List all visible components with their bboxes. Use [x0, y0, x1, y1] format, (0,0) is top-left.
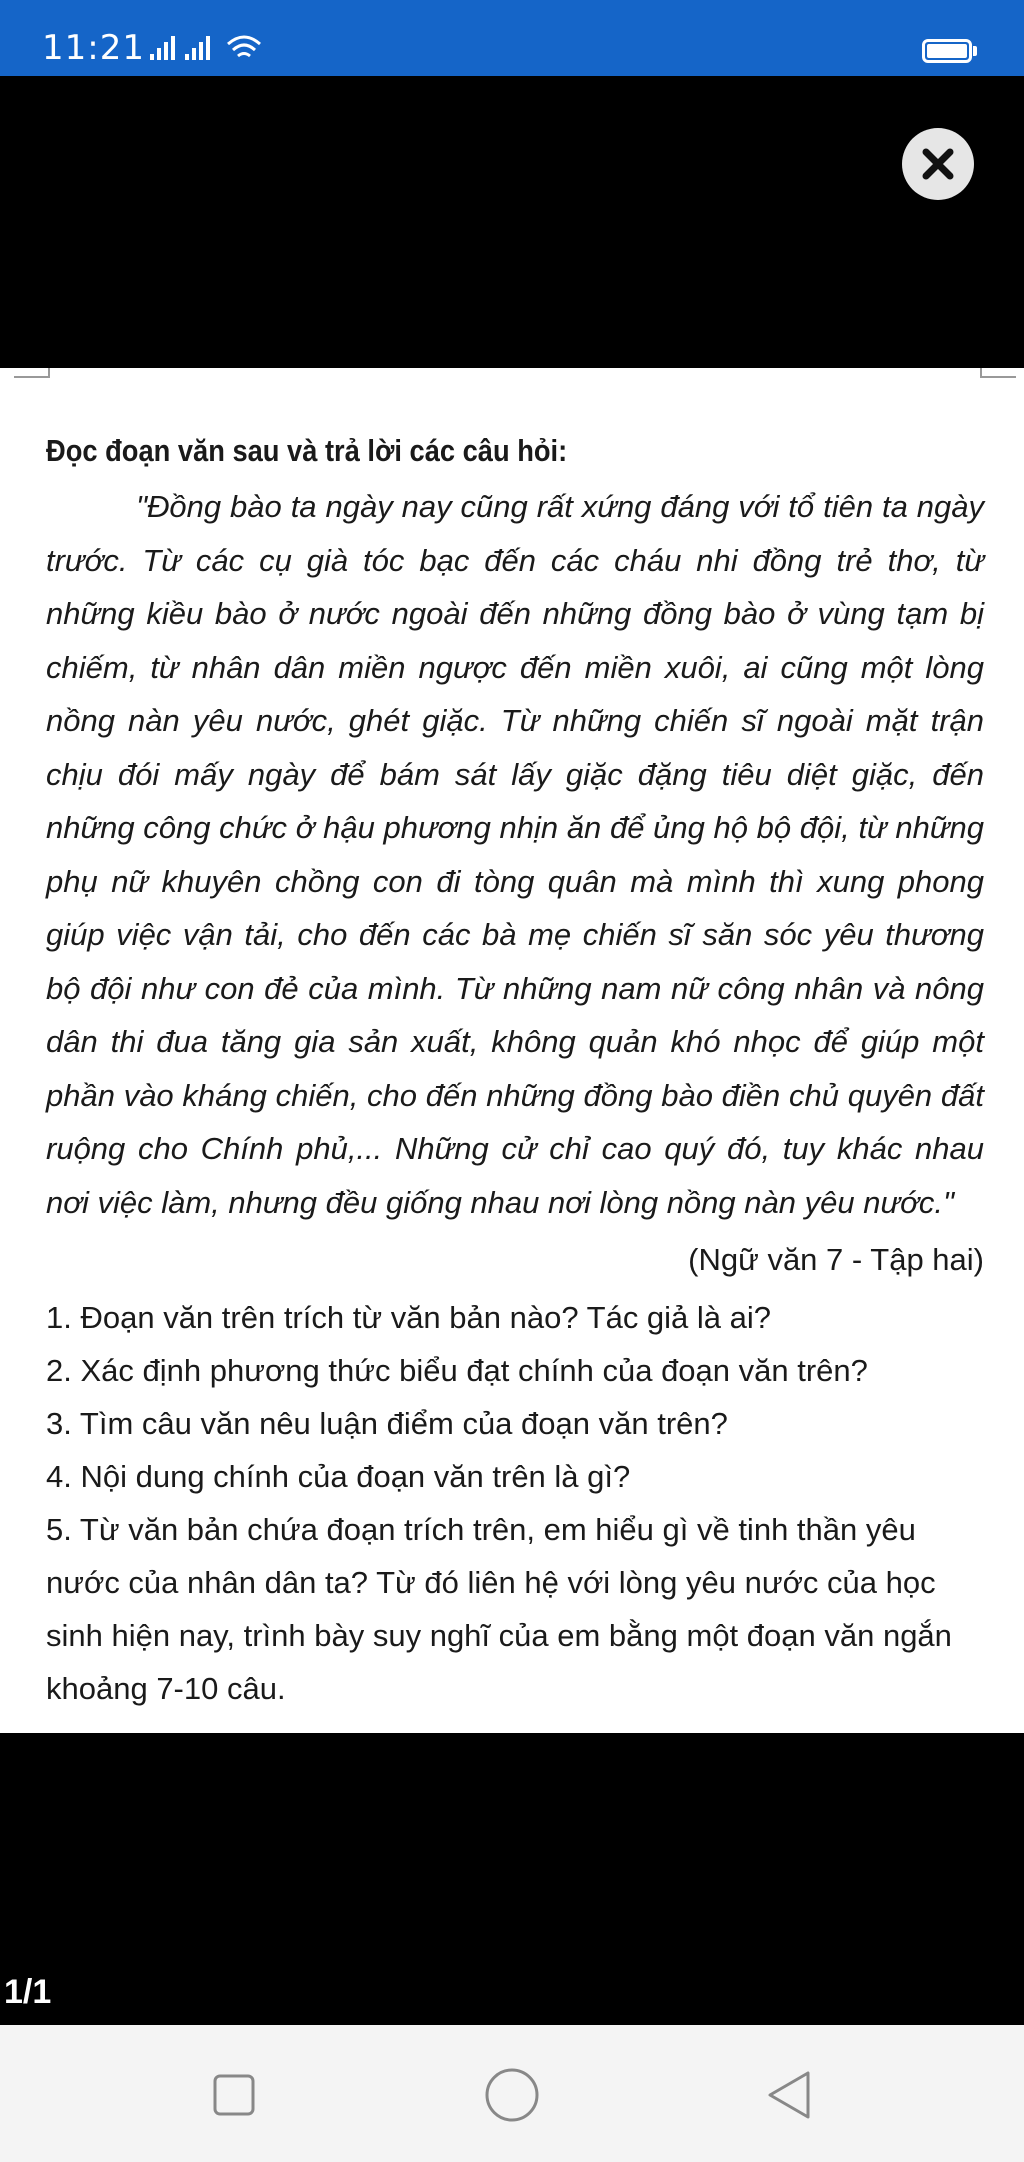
viewer-top-area [0, 76, 1024, 368]
wifi-icon [226, 34, 262, 62]
question-item: 4. Nội dung chính của đoạn văn trên là gì? [46, 1459, 631, 1494]
document-content [46, 428, 984, 1715]
signal-icon-1 [150, 36, 182, 60]
square-recents-icon[interactable] [212, 2073, 256, 2117]
page-corner-right [980, 368, 1016, 378]
question-item: 2. Xác định phương thức biểu đạt chính của đoạn văn trên? [46, 1353, 868, 1388]
question-item: 1. Đoạn văn trên trích từ văn bản nào? Tác giả là ai? [46, 1300, 772, 1335]
status-bar [0, 0, 1024, 76]
document-heading: Đọc đoạn văn sau và trả lời các câu hỏi: [46, 433, 568, 468]
passage-source: (Ngữ văn 7 - Tập hai) [688, 1242, 984, 1277]
navigation-bar [0, 2025, 1024, 2162]
question-item: 3. Tìm câu văn nêu luận điểm của đoạn văn trên? [46, 1406, 728, 1441]
battery-icon [922, 39, 972, 63]
close-icon [920, 146, 956, 182]
status-time: 11:21 [42, 28, 145, 68]
document-page [0, 368, 1024, 1733]
page-corner-left [14, 368, 50, 378]
signal-icon-2 [185, 36, 217, 60]
triangle-back-icon[interactable] [766, 2069, 812, 2121]
question-item: 5. Từ văn bản chứa đoạn trích trên, em hiểu gì về tinh thần yêu nước của nhân dân ta? Từ đó liên hệ với lòng yêu nước của học sinh hiện nay, trình bày suy nghĩ của em bằng một đoạn văn ngắn khoảng 7-10 câu. [46, 1512, 952, 1706]
quoted-passage: "Đồng bào ta ngày nay cũng rất xứng đáng với tổ tiên ta ngày trước. Từ các cụ già tóc bạc đến các cháu nhi đồng trẻ thơ, từ những kiều bào ở nước ngoài đến những đồng bào ở vùng tạm bị chiếm, từ nhân dân miền ngược đến miền xuôi, ai cũng một lòng nồng nàn yêu nước, ghét giặc. Từ những chiến sĩ ngoài mặt trận chịu đói mấy ngày để bám sát lấy giặc đặng tiêu diệt giặc, đến những công chức ở hậu phương nhịn ăn để ủng hộ bộ đội, từ những phụ nữ khuyên chồng con đi tòng quân mà mình thì xung phong giúp việc vận tải, cho đến các bà mẹ chiến sĩ săn sóc yêu thương bộ đội như con đẻ của mình. Từ những nam nữ công nhân và nông dân thi đua tăng gia sản xuất, không quản khó nhọc để giúp một phần vào kháng chiến, cho đến những đồng bào điền chủ quyên đất ruộng cho Chính phủ,... Những cử chỉ cao quý đó, tuy khác nhau nơi việc làm, nhưng đều giống nhau nơi lòng nồng nàn yêu nước." [46, 489, 984, 1220]
page-indicator: 1/1 [4, 1973, 52, 2011]
viewer-bottom-area [0, 1733, 1024, 2025]
battery-tip [973, 46, 977, 56]
question-list [46, 1291, 984, 1715]
close-button[interactable] [902, 128, 974, 200]
circle-home-icon[interactable] [484, 2067, 540, 2123]
